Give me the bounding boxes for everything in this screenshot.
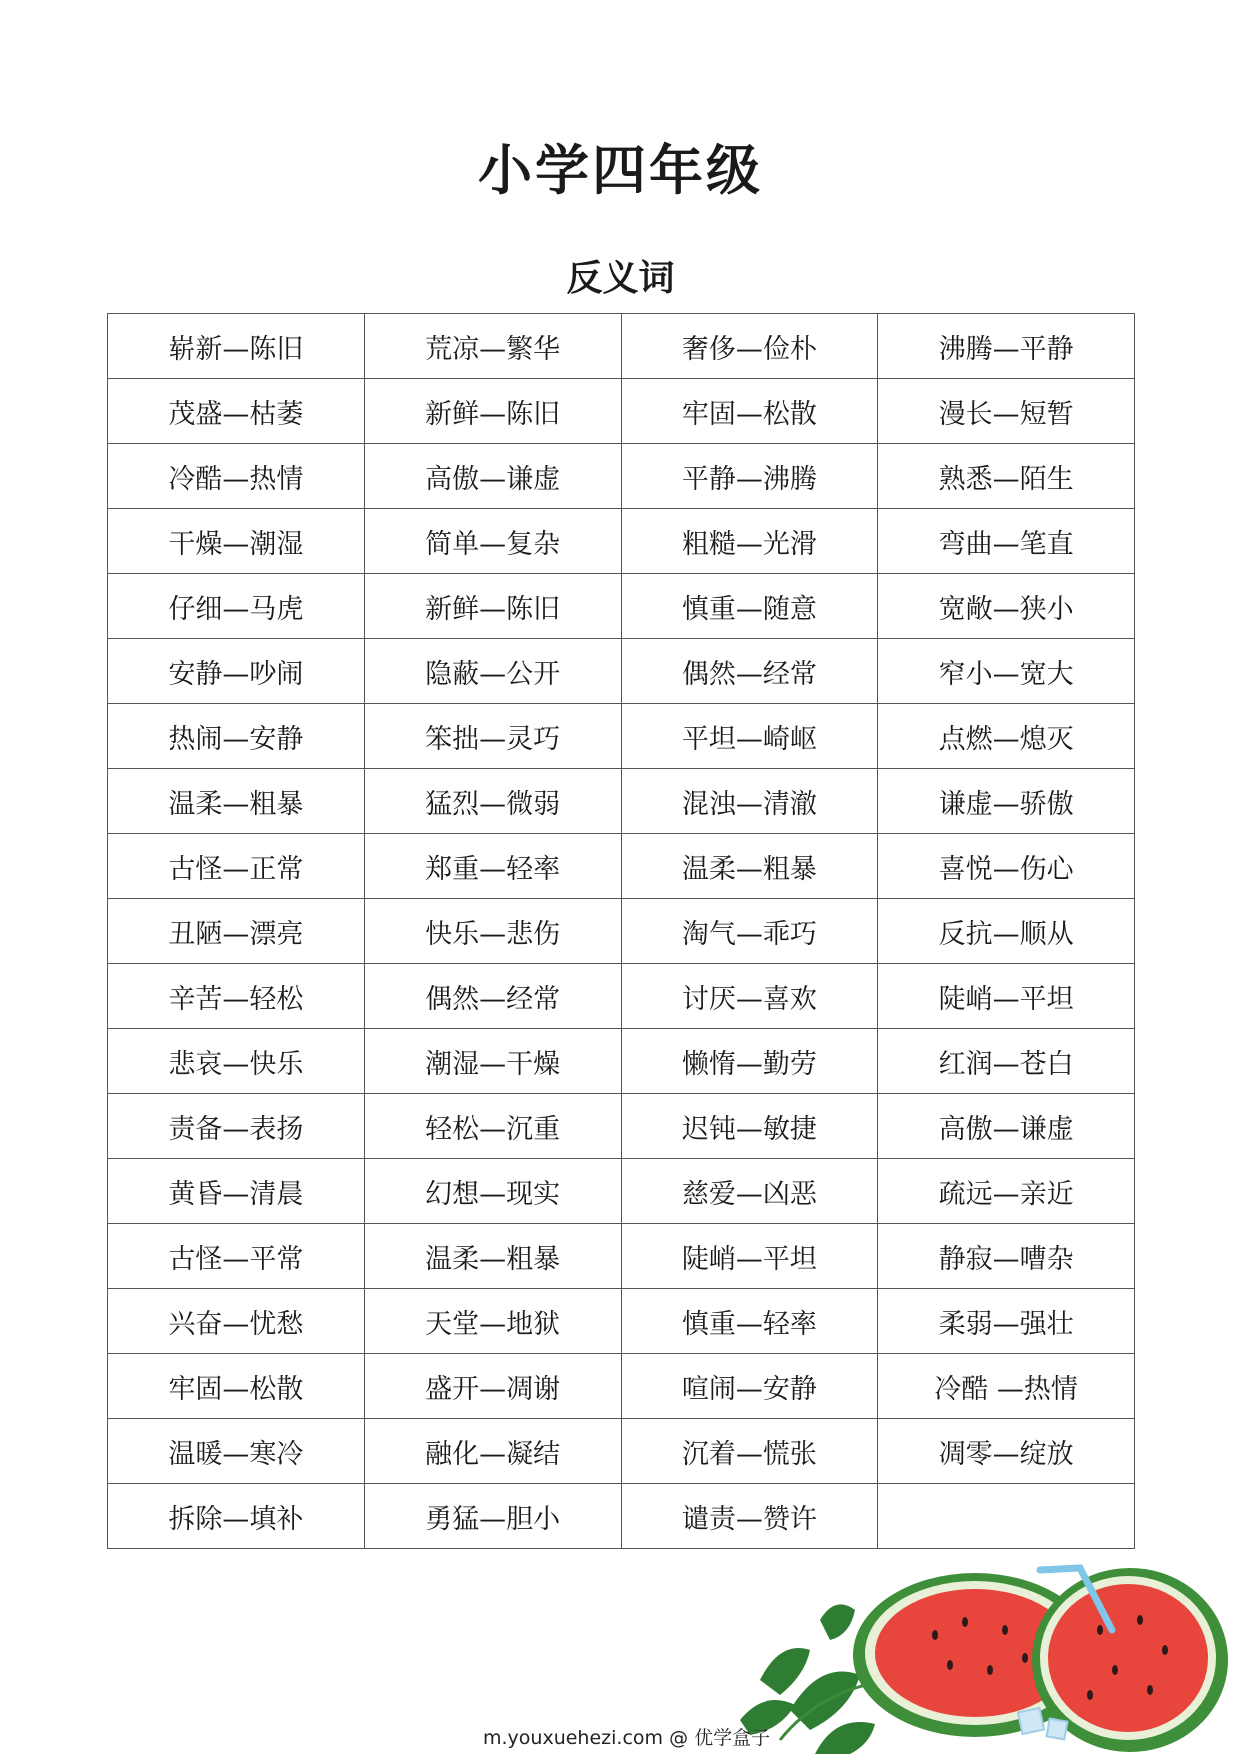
antonym-cell: 平静—沸腾: [621, 444, 878, 509]
antonym-cell: 简单—复杂: [364, 509, 621, 574]
antonym-cell: 辛苦—轻松: [108, 964, 365, 1029]
antonym-cell: 粗糙—光滑: [621, 509, 878, 574]
antonym-cell: 牢固—松散: [621, 379, 878, 444]
antonym-cell: 凋零—绽放: [878, 1419, 1135, 1484]
table-row: [108, 834, 1135, 899]
watermelon-illustration-icon: [720, 1560, 1241, 1754]
antonym-cell: 勇猛—胆小: [364, 1484, 621, 1549]
table-row: [108, 1289, 1135, 1354]
antonym-cell: 责备—表扬: [108, 1094, 365, 1159]
antonym-cell: 黄昏—清晨: [108, 1159, 365, 1224]
antonym-cell: 淘气—乖巧: [621, 899, 878, 964]
antonym-table-body: [108, 314, 1135, 1549]
antonym-cell: 慎重—随意: [621, 574, 878, 639]
antonym-cell: 静寂—嘈杂: [878, 1224, 1135, 1289]
antonym-cell: 点燃—熄灭: [878, 704, 1135, 769]
antonym-cell: 宽敞—狭小: [878, 574, 1135, 639]
antonym-cell: 平坦—崎岖: [621, 704, 878, 769]
antonym-cell: 拆除—填补: [108, 1484, 365, 1549]
antonym-cell: 崭新—陈旧: [108, 314, 365, 379]
antonym-cell: 牢固—松散: [108, 1354, 365, 1419]
antonym-cell: 高傲—谦虚: [364, 444, 621, 509]
table-row: [108, 1419, 1135, 1484]
table-row: [108, 899, 1135, 964]
table-row: [108, 1094, 1135, 1159]
table-row: [108, 639, 1135, 704]
antonym-cell: 新鲜—陈旧: [364, 574, 621, 639]
antonym-cell: [878, 1484, 1135, 1549]
antonym-cell: 兴奋—忧愁: [108, 1289, 365, 1354]
antonym-cell: 沉着—慌张: [621, 1419, 878, 1484]
antonym-cell: 冷酷—热情: [108, 444, 365, 509]
antonym-cell: 热闹—安静: [108, 704, 365, 769]
antonym-cell: 柔弱—强壮: [878, 1289, 1135, 1354]
table-row: [108, 509, 1135, 574]
antonym-cell: 疏远—亲近: [878, 1159, 1135, 1224]
antonym-cell: 茂盛—枯萎: [108, 379, 365, 444]
table-row: [108, 964, 1135, 1029]
antonym-cell: 古怪—平常: [108, 1224, 365, 1289]
antonym-cell: 讨厌—喜欢: [621, 964, 878, 1029]
table-row: [108, 1159, 1135, 1224]
antonym-cell: 笨拙—灵巧: [364, 704, 621, 769]
antonym-cell: 漫长—短暂: [878, 379, 1135, 444]
antonym-cell: 温柔—粗暴: [621, 834, 878, 899]
antonym-cell: 荒凉—繁华: [364, 314, 621, 379]
antonym-cell: 温暖—寒冷: [108, 1419, 365, 1484]
antonym-cell: 慎重—轻率: [621, 1289, 878, 1354]
antonym-cell: 融化—凝结: [364, 1419, 621, 1484]
table-row: [108, 444, 1135, 509]
antonym-cell: 偶然—经常: [621, 639, 878, 704]
table-row: [108, 379, 1135, 444]
antonym-cell: 高傲—谦虚: [878, 1094, 1135, 1159]
antonym-table: [107, 313, 1135, 1549]
antonym-cell: 潮湿—干燥: [364, 1029, 621, 1094]
table-row: [108, 1029, 1135, 1094]
antonym-cell: 慈爱—凶恶: [621, 1159, 878, 1224]
antonym-cell: 熟悉—陌生: [878, 444, 1135, 509]
antonym-cell: 悲哀—快乐: [108, 1029, 365, 1094]
table-row: [108, 1224, 1135, 1289]
antonym-cell: 混浊—清澈: [621, 769, 878, 834]
table-row: [108, 1484, 1135, 1549]
antonym-cell: 郑重—轻率: [364, 834, 621, 899]
footer-source-text: m.youxuehezi.com @ 优学盒子: [483, 1727, 771, 1749]
antonym-cell: 谦虚—骄傲: [878, 769, 1135, 834]
antonym-cell: 偶然—经常: [364, 964, 621, 1029]
table-row: [108, 769, 1135, 834]
antonym-cell: 反抗—顺从: [878, 899, 1135, 964]
table-row: [108, 704, 1135, 769]
antonym-cell: 幻想—现实: [364, 1159, 621, 1224]
antonym-cell: 丑陋—漂亮: [108, 899, 365, 964]
antonym-cell: 冷酷 —热情: [878, 1354, 1135, 1419]
antonym-cell: 红润—苍白: [878, 1029, 1135, 1094]
antonym-cell: 迟钝—敏捷: [621, 1094, 878, 1159]
antonym-cell: 新鲜—陈旧: [364, 379, 621, 444]
antonym-cell: 天堂—地狱: [364, 1289, 621, 1354]
antonym-cell: 陡峭—平坦: [621, 1224, 878, 1289]
antonym-cell: 奢侈—俭朴: [621, 314, 878, 379]
antonym-cell: 仔细—马虎: [108, 574, 365, 639]
antonym-cell: 古怪—正常: [108, 834, 365, 899]
antonym-cell: 快乐—悲伤: [364, 899, 621, 964]
antonym-cell: 盛开—凋谢: [364, 1354, 621, 1419]
antonym-cell: 轻松—沉重: [364, 1094, 621, 1159]
table-row: [108, 314, 1135, 379]
antonym-cell: 温柔—粗暴: [108, 769, 365, 834]
antonym-cell: 喧闹—安静: [621, 1354, 878, 1419]
antonym-cell: 喜悦—伤心: [878, 834, 1135, 899]
antonym-cell: 窄小—宽大: [878, 639, 1135, 704]
antonym-cell: 干燥—潮湿: [108, 509, 365, 574]
section-subtitle: 反义词: [566, 258, 675, 299]
page-title: 小学四年级: [478, 139, 763, 202]
antonym-cell: 隐蔽—公开: [364, 639, 621, 704]
antonym-cell: 温柔—粗暴: [364, 1224, 621, 1289]
antonym-cell: 懒惰—勤劳: [621, 1029, 878, 1094]
table-row: [108, 574, 1135, 639]
table-row: [108, 1354, 1135, 1419]
antonym-cell: 谴责—赞许: [621, 1484, 878, 1549]
antonym-cell: 沸腾—平静: [878, 314, 1135, 379]
antonym-cell: 弯曲—笔直: [878, 509, 1135, 574]
antonym-cell: 陡峭—平坦: [878, 964, 1135, 1029]
antonym-cell: 猛烈—微弱: [364, 769, 621, 834]
antonym-cell: 安静—吵闹: [108, 639, 365, 704]
